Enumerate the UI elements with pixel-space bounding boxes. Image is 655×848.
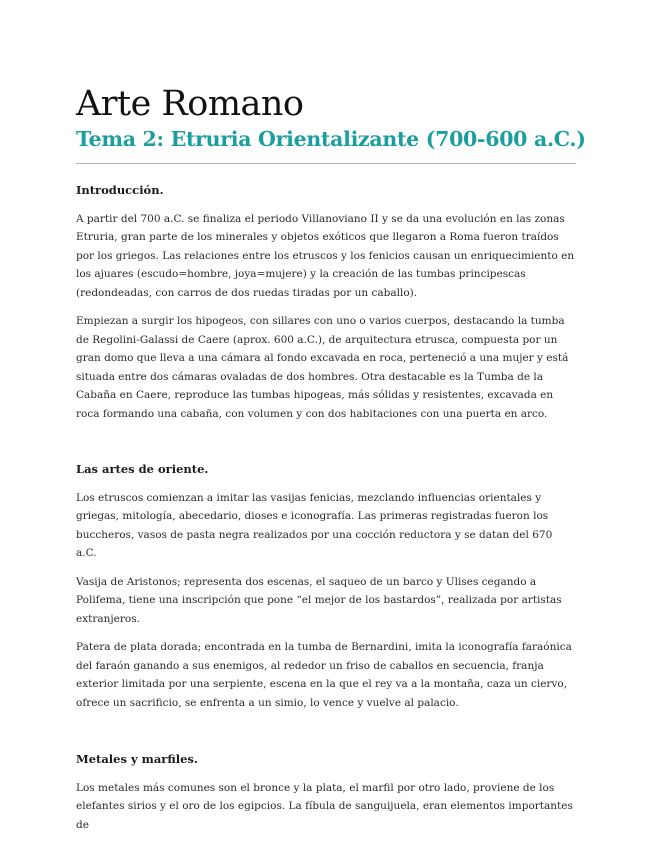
section-artes-de-oriente xyxy=(76,460,576,712)
section-metales-y-marfiles xyxy=(76,750,576,834)
title-divider xyxy=(76,163,576,164)
section-heading: Introducción. xyxy=(76,183,164,197)
document-page xyxy=(76,84,586,844)
section-spacer xyxy=(76,722,576,750)
paragraph: Patera de plata dorada; encontrada en la tumba de Bernardini, imita la iconografía faraónica del faraón ganando a sus enemigos, al rededor un friso de caballos en secuencia, franja exterior limitada por una serpiente, escena en la que el rey va a la montaña, caza un ciervo, ofrece un sacrificio, se enfrenta a un simio, lo vence y vuelve al palacio. xyxy=(76,641,572,709)
paragraph: Empiezan a surgir los hipogeos, con sillares con uno o varios cuerpos, destacando la tumba de Regolini-Galassi de Caere (aprox. 600 a.C.), de arquitectura etrusca, compuesta por un gran domo que lleva a una cámara al fondo excavada en roca, perteneció a una mujer y está situada entre dos cámaras ovaladas de dos hombres. Otra destacable es la Tumba de la Cabaña en Caere, reproduce las tumbas hipogeas, más sólidas y resistentes, excavada en roca formando una cabaña, con volumen y con dos habitaciones con una puerta en arco. xyxy=(76,315,569,420)
paragraph: Vasija de Aristonos; representa dos escenas, el saqueo de un barco y Ulises cegando a Polifema, tiene una inscripción que pone “el mejor de los bastardos”, realizada por artistas extranjeros. xyxy=(76,575,562,625)
section-spacer xyxy=(76,433,576,460)
document-title: Arte Romano xyxy=(76,84,304,124)
section-introduccion xyxy=(76,181,576,423)
paragraph: A partir del 700 a.C. se finaliza el periodo Villanoviano II y se da una evolución en las zonas Etruria, gran parte de los minerales y objetos exóticos que llegaron a Roma fueron traídos por los griegos. Las relaciones entre los etruscos y los fenicios causan un enriquecimiento en los ajuares (escudo=hombre, joya=mujere) y la creación de las tumbas principescas (redondeadas, con carros de dos ruedas tiradas por un caballo). xyxy=(76,212,575,299)
paragraph: Los etruscos comienzan a imitar las vasijas fenicias, mezclando influencias orientales y griegas, mitología, abecedario, dioses e iconografía. Las primeras registradas fueron los buccheros, vasos de pasta negra realizados por una cocción reductora y se datan del 670 a.C. xyxy=(76,491,553,559)
document-subtitle: Tema 2: Etruria Orientalizante (700-600 a.C.) xyxy=(76,127,586,151)
section-heading: Metales y marfiles. xyxy=(76,752,198,766)
section-heading: Las artes de oriente. xyxy=(76,462,209,476)
paragraph: Los metales más comunes son el bronce y la plata, el marfil por otro lado, proviene de los elefantes sirios y el oro de los egipcios. La fíbula de sanguijuela, eran elementos importantes de xyxy=(76,781,573,831)
